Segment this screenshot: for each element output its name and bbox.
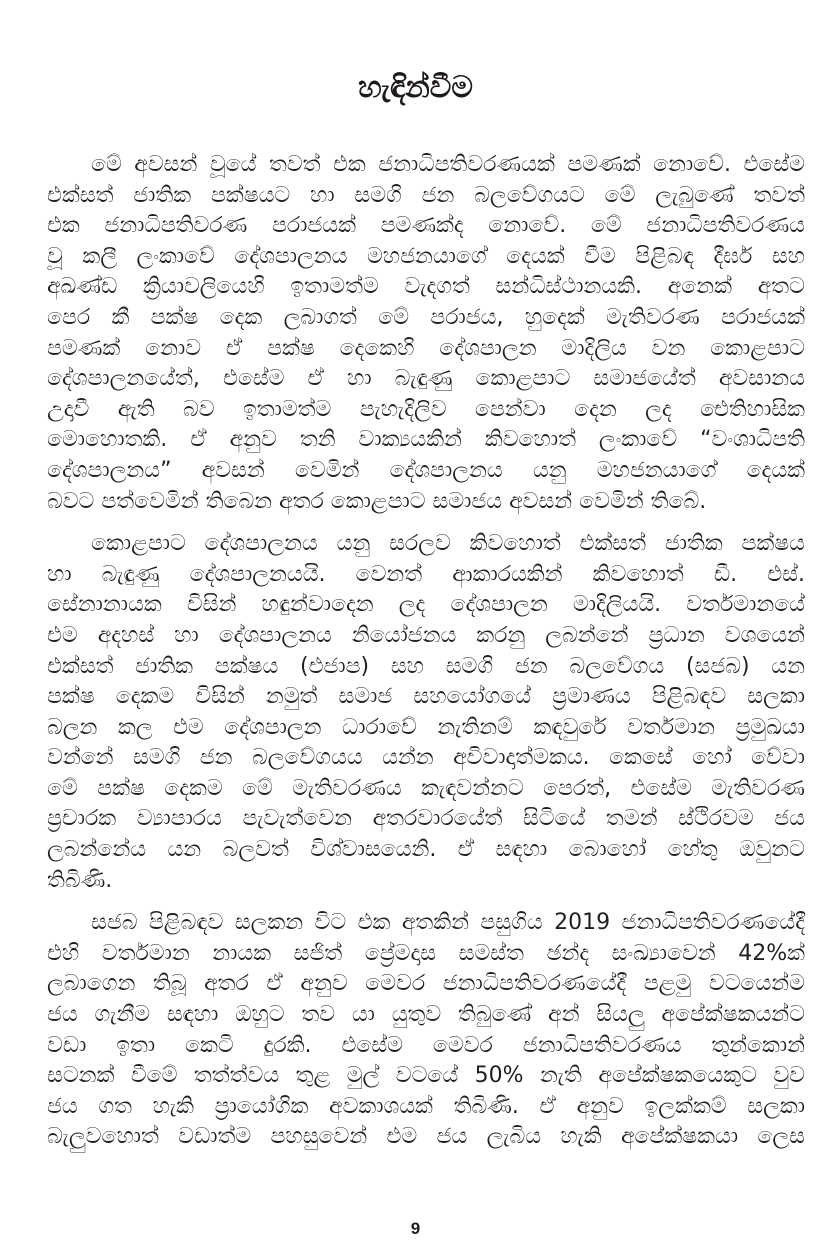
text-line: එක්සත් ජාතික පක්ෂයට හා සමගි ජන බලවේගයට මේ ලැබුණේ තවත් <box>47 182 805 208</box>
text-line: දේශපාලනයේත්, එසේම ඒ හා බැඳුණු කොළපාට සමාජයේත් අවසානය <box>47 366 805 392</box>
text-line: උදාවී ඇති බව ඉතාමත්ම පැහැදිලිව පෙන්වා දෙන ලද ඓතිහාසික <box>47 396 805 422</box>
text-line: දේශපාලනය” අවසන් වෙමින් දේශපාලනය යනු මහජනයාගේ දෙයක් <box>47 457 805 483</box>
page-title: හැඳින්වීම <box>358 70 473 105</box>
text-line: එක ජනාධිපතිවරණ පරාජයක් පමණක්ද නොවේ. මේ ජනාධිපතිවරණය <box>47 213 805 239</box>
text-line: එක්සත් ජාතික පක්ෂය (එජාප) සහ සමගි ජන බලවේගය (සජබ) යන <box>47 653 805 679</box>
text-line: බවට පත්වෙමින් තිබෙන අතර කොළපාට සමාජය අවසන් වෙමින් තිබේ. <box>47 488 707 514</box>
text-line: වඩා ඉතා කෙටි දුරකි. එසේම මෙවර ජනාධිපතිවරණය තුන්කොන් <box>47 1032 805 1058</box>
paragraph-2 <box>47 529 805 896</box>
text-line: බැලුවහොත් වඩාත්ම පහසුවෙන් එම ජය ලැබිය හැකි අපේක්ෂකයා ලෙස <box>47 1124 805 1150</box>
text-line: සේනානායක විසින් හඳුන්වාදෙන ලද දේශපාලන මාදිලියයි. වර්තමානයේ <box>47 592 805 618</box>
text-line: ලබාගෙන තිබූ අතර ඒ අනුව මෙවර ජනාධිපතිවරණයේදී පළමු වටයෙන්ම <box>47 971 805 997</box>
text-line: ලබන්නේය යන බලවත් විශ්වාසයෙනි. ඒ සඳහා බොහෝ හේතු ඔවුනට <box>47 837 805 863</box>
text-line: මේ පක්ෂ දෙකම මේ මැතිවරණය කැඳවන්නට පෙරත්, එසේම මැතිවරණ <box>47 775 805 801</box>
body-text <box>47 150 805 1153</box>
text-line: එම අදහස් හා දේශපාලනය නියෝජනය කරනු ලබන්නේ ප්‍රධාන වශයෙන් <box>47 622 805 648</box>
text-line: පෙර කී පක්ෂ දෙක ලබාගත් මේ පරාජය, හුදෙක් මැතිවරණ පරාජයක් <box>47 304 805 330</box>
text-line: ජය ගත හැකි ප්‍රායෝගික අවකාශයක් තිබිණි. ඒ අනුව ඉලක්කම් සලකා <box>47 1093 805 1119</box>
text-line: තිබිණි. <box>47 867 113 893</box>
text-line: හා බැඳුණු දේශපාලනයයි. වෙනත් ආකාරයකින් කිවහොත් ඩී. එස්. <box>47 561 805 587</box>
text-line: එහි වර්තමාන නායක සජිත් ප්‍රේමදාස සමස්ත ඡන්ද සංඛ්‍යාවෙන් 42%ක් <box>47 940 805 966</box>
paragraph-1 <box>47 150 805 517</box>
text-line: පමණක් නොව ඒ පක්ෂ දෙකෙහි දේශපාලන මාදිලිය වන කොළපාට <box>47 335 805 361</box>
text-line: වූ කලී ලංකාවේ දේශපාලනය මහජනයාගේ දෙයක් වීම පිළිබඳ දීර්ඝ සහ <box>47 243 805 269</box>
text-line: වන්නේ සමගි ජන බලවේගයය යන්න අවිවාදාත්මකය. කෙසේ හෝ වේවා <box>47 745 805 771</box>
text-line: මොහොතකි. ඒ අනුව තනි වාක්‍යයකින් කිවහොත් ලංකාවේ “වංශාධිපති <box>47 427 805 453</box>
text-line: බලන කල එම දේශපාලන ධාරාවේ නැතිනම් කඳවුරේ වර්තමාන ප්‍රමුඛයා <box>47 714 805 740</box>
paragraph-3 <box>47 908 805 1153</box>
text-line: ප්‍රචාරක ව්‍යාපාරය පැවැත්වෙන අතරවාරයේත් සිටියේ තමන් ස්ථිරවම ජය <box>47 806 805 832</box>
text-line: සටනක් වීමේ තත්ත්වය තුළ මුල් වටයේ 50% නැති අපේක්ෂකයෙකුට වුව <box>47 1063 805 1089</box>
text-line: පක්ෂ දෙකම විසින් නමුත් සමාජ සහයෝගයේ ප්‍රමාණය පිළිබඳව සලකා <box>47 684 805 710</box>
text-line: ජය ගැනීම සඳහා ඔහුට තව යා යුතුව තිබුණේ අන් සියලු අපේක්ෂකයන්ට <box>47 1002 805 1028</box>
page-number: 9 <box>410 1219 421 1238</box>
text-line: අඛණ්ඩ ක්‍රියාවලියෙහි ඉතාමත්ම වැදගත් සන්ධිස්ථානයකි. අනෙක් අතට <box>47 274 805 300</box>
text-line: කොළපාට දේශපාලනය යනු සරලව කිවහොත් එක්සත් ජාතික පක්ෂය <box>91 531 805 557</box>
text-line: සජබ පිළිබඳව සලකන විට එක අතකින් පසුගිය 2019 ජනාධිපතිවරණයේදී <box>91 910 805 936</box>
text-line: මේ අවසන් වූයේ තවත් එක ජනාධිපතිවරණයක් පමණක් නොවේ. එසේම <box>91 152 805 177</box>
